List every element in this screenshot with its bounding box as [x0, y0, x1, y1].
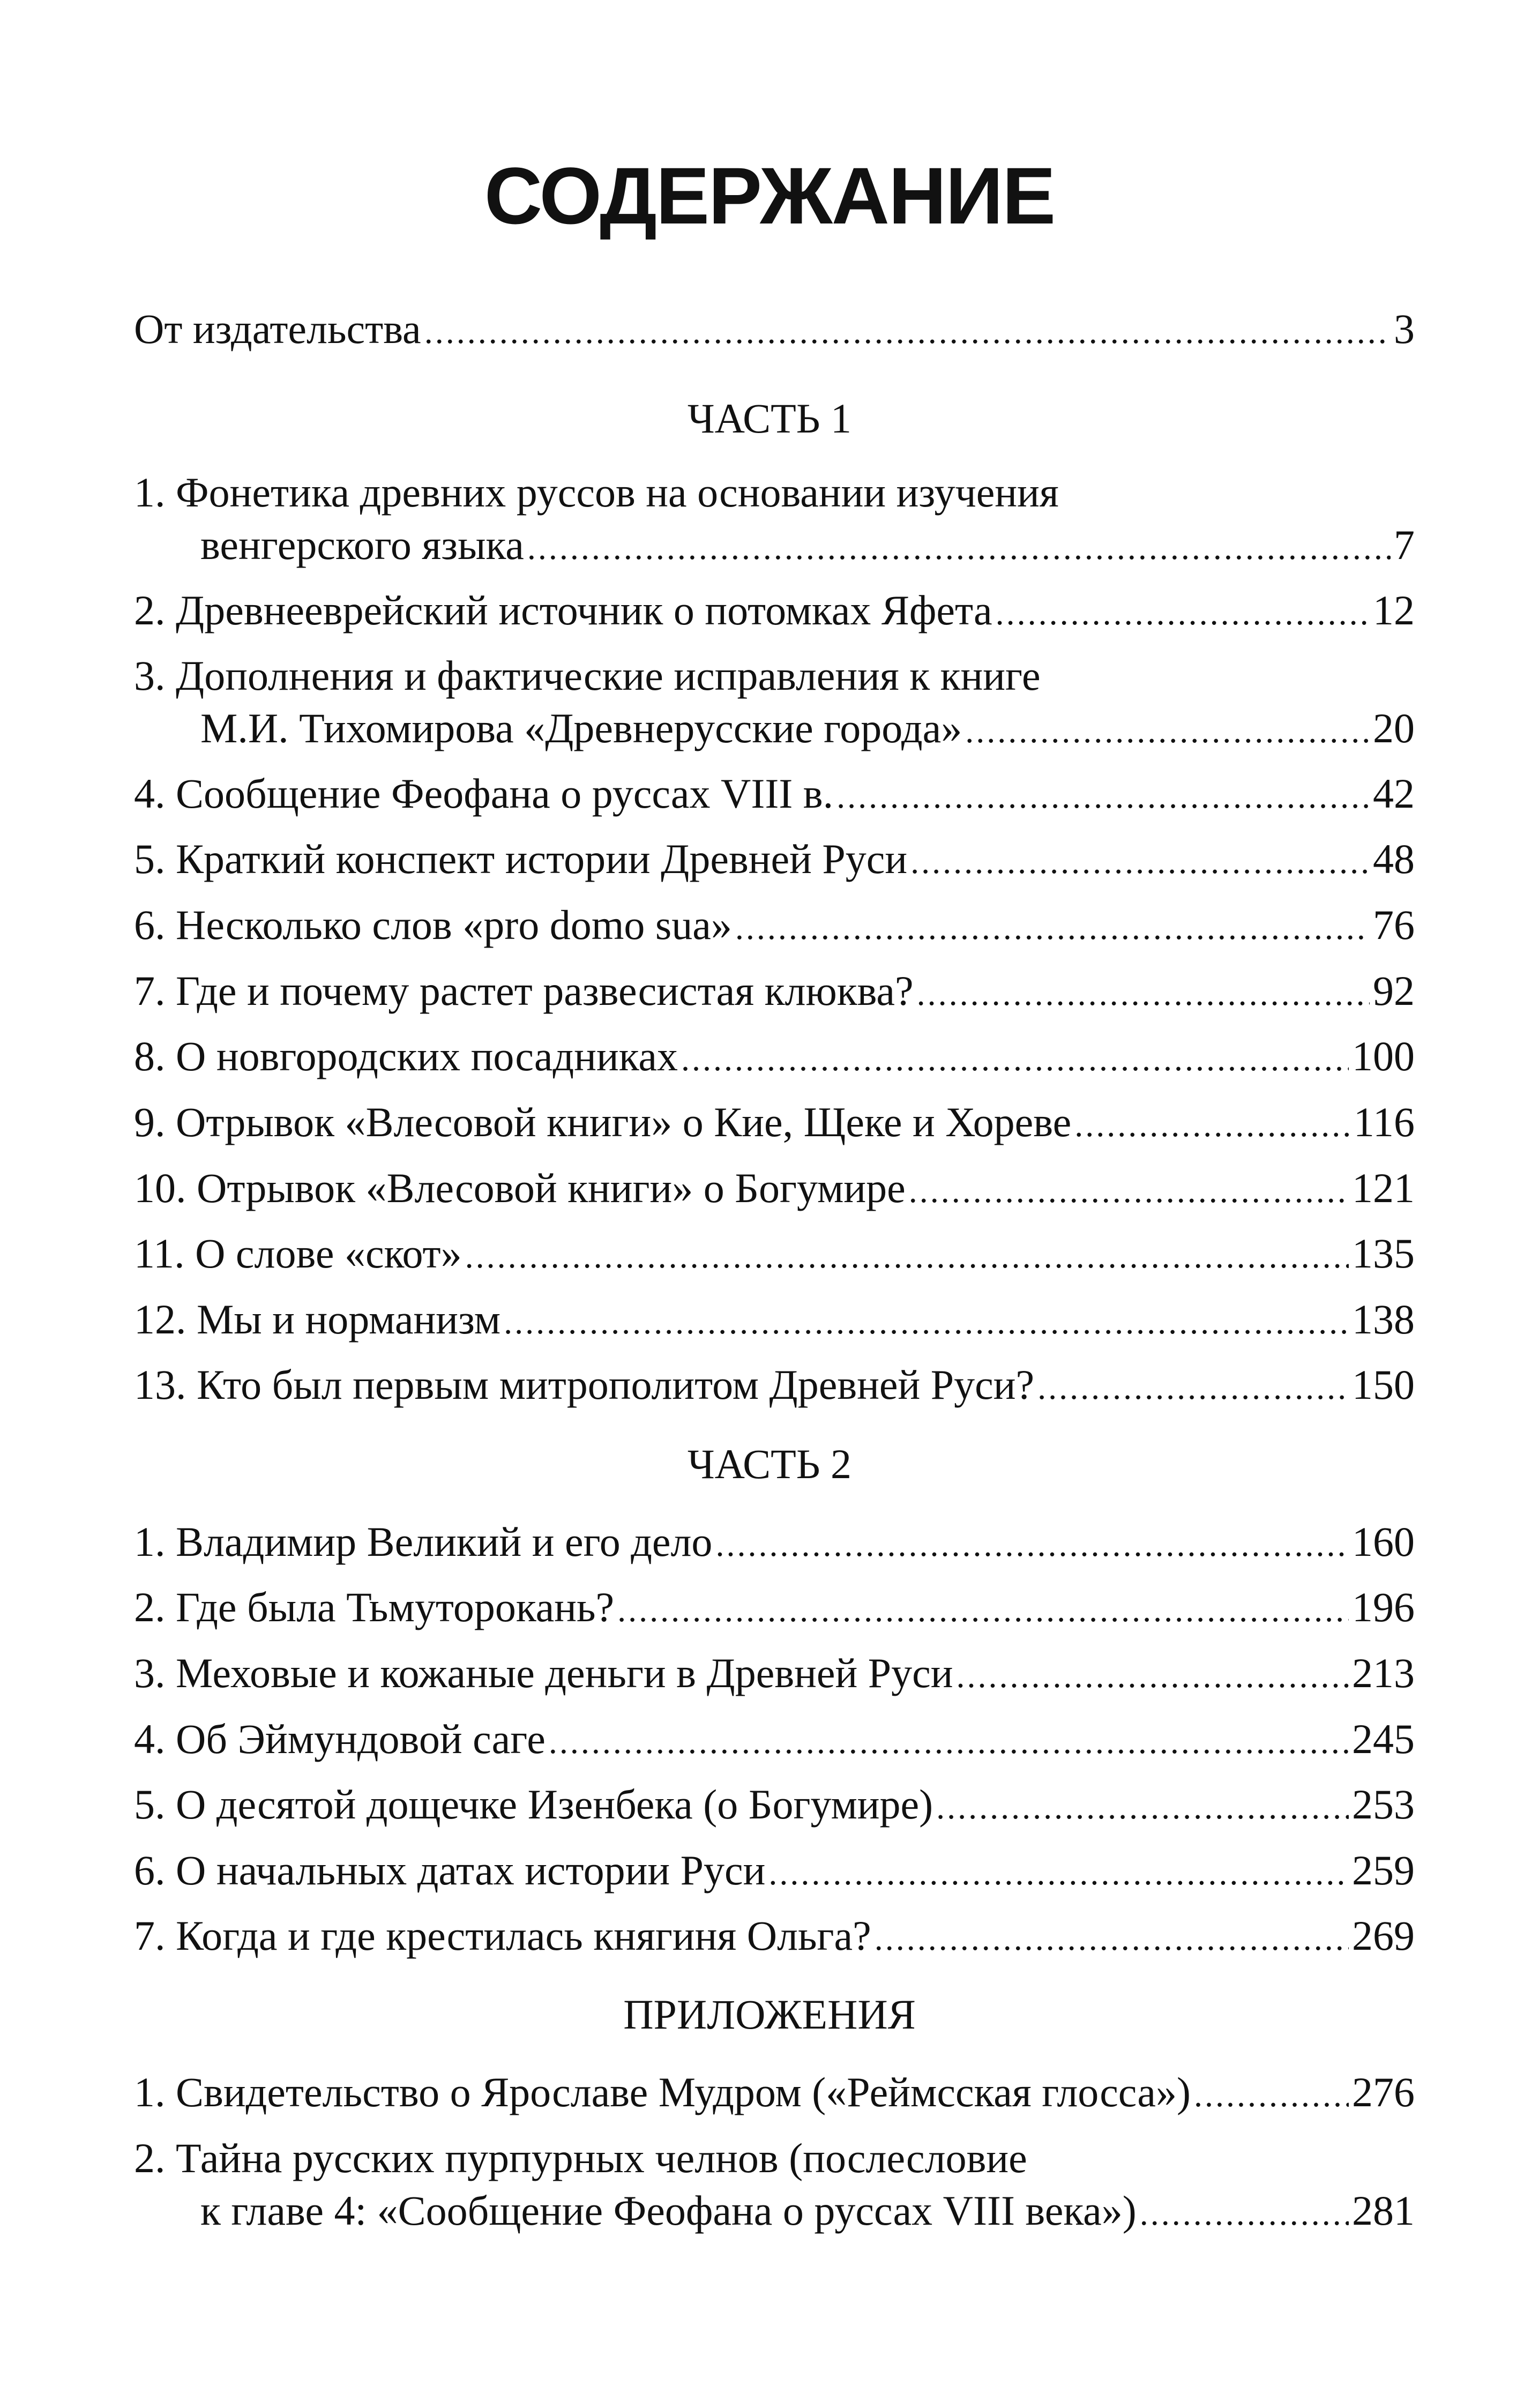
- leader-dots: [957, 1659, 1349, 1693]
- toc-entry[interactable]: [134, 1652, 1415, 1705]
- leader-dots: [936, 1790, 1349, 1824]
- toc-entry-line: [134, 1652, 1415, 1705]
- toc-entry-title-continued: к главе 4: «Сообщение Феофана о руссах VIII века»): [200, 2187, 1137, 2234]
- toc-entry[interactable]: [134, 1296, 1415, 1351]
- leader-dots: [681, 1042, 1349, 1076]
- toc-entry[interactable]: [134, 1586, 1415, 1639]
- toc-page-number: 20: [1373, 705, 1415, 751]
- page-title: СОДЕРЖАНИЕ: [484, 151, 1055, 241]
- leader-dots: [465, 1239, 1349, 1273]
- leader-dots: [910, 845, 1370, 879]
- toc-entry-title: 2. Тайна русских пурпурных челнов (послесловие: [134, 2135, 1027, 2181]
- toc-page-number: 196: [1352, 1584, 1415, 1630]
- toc-entry-title: От издательства: [134, 305, 421, 352]
- toc-entry[interactable]: [134, 1518, 1415, 1574]
- toc-page-number: 269: [1352, 1912, 1415, 1959]
- leader-dots: [735, 911, 1370, 945]
- toc-entry-title: 12. Мы и норманизм: [134, 1296, 501, 1343]
- toc-entry[interactable]: [134, 1230, 1415, 1285]
- leader-dots: [1037, 1370, 1349, 1405]
- toc-page-number: 121: [1352, 1165, 1415, 1211]
- toc-entry[interactable]: [134, 469, 1415, 577]
- toc-entry[interactable]: [134, 967, 1415, 1023]
- leader-dots: [715, 1527, 1349, 1562]
- toc-entry-line: [134, 1518, 1415, 1574]
- toc-entry-title: 6. О начальных датах истории Руси: [134, 1847, 766, 1893]
- leader-dots: [1194, 2078, 1349, 2112]
- leader-dots: [1074, 1108, 1350, 1142]
- toc-entry-title: 6. Несколько слов «pro domo sua»: [134, 901, 732, 948]
- toc-entry-line: [134, 967, 1415, 1023]
- toc-page-number: 138: [1352, 1296, 1415, 1343]
- toc-entry-line: [134, 1586, 1415, 1639]
- toc-page-number: 245: [1352, 1716, 1415, 1762]
- leader-dots: [875, 1921, 1349, 1956]
- toc-entry-line: [134, 1167, 1415, 1220]
- toc-entry-title: 4. Сообщение Феофана о руссах VIII в.: [134, 770, 834, 817]
- section-heading-appendices: ПРИЛОЖЕНИЯ: [623, 1991, 916, 2038]
- toc-entry[interactable]: [134, 1781, 1415, 1836]
- leader-dots: [549, 1725, 1349, 1759]
- toc-entry[interactable]: [134, 1718, 1415, 1771]
- toc-entry-line: [134, 652, 1415, 707]
- toc-entry-line: [134, 2071, 1415, 2124]
- toc-entry-title: 7. Когда и где крестилась княгиня Ольга?: [134, 1912, 871, 1959]
- toc-entry-title-continued: венгерского языка: [200, 521, 524, 568]
- toc-entry-title: 2. Где была Тьмуторокань?: [134, 1584, 615, 1630]
- toc-entry-title: 5. Краткий конспект истории Древней Руси: [134, 836, 908, 882]
- leader-dots: [1140, 2196, 1349, 2231]
- toc-entry-line: [134, 770, 1415, 825]
- toc-entry[interactable]: [134, 2137, 1415, 2242]
- leader-dots: [527, 531, 1391, 565]
- leader-dots: [909, 1174, 1349, 1208]
- toc-entry-line: [134, 1035, 1415, 1088]
- toc-entry-title: 2. Древнееврейский источник о потомках Яфета: [134, 587, 992, 633]
- toc-entry[interactable]: [134, 901, 1415, 957]
- toc-entry-line: [134, 305, 1415, 361]
- leader-dots: [768, 1856, 1349, 1890]
- leader-dots: [965, 714, 1370, 748]
- toc-entry-line: [134, 2137, 1415, 2190]
- toc-entry-title-continued: М.И. Тихомирова «Древнерусские города»: [200, 705, 962, 751]
- toc-page-number: 48: [1373, 836, 1415, 882]
- toc-page-number: 276: [1352, 2069, 1415, 2115]
- toc-entry-line: [134, 521, 1415, 577]
- toc-page-number: 42: [1373, 770, 1415, 817]
- toc-entry-line: [134, 1781, 1415, 1836]
- toc-entry-title: 4. Об Эймундовой саге: [134, 1716, 546, 1762]
- toc-entry[interactable]: [134, 1912, 1415, 1967]
- toc-entry-title: 1. Фонетика древних руссов на основании изучения: [134, 469, 1059, 516]
- toc-entry[interactable]: [134, 1101, 1415, 1154]
- toc-entry-line: [134, 1718, 1415, 1771]
- toc-entry-line: [134, 1296, 1415, 1351]
- toc-page-number: 3: [1394, 305, 1415, 352]
- toc-entry-line: [134, 587, 1415, 642]
- toc-entry-intro[interactable]: [134, 305, 1415, 361]
- toc-entry-title: 1. Владимир Великий и его дело: [134, 1518, 713, 1565]
- toc-entry-title: 9. Отрывок «Влесовой книги» о Кие, Щеке и Хореве: [134, 1099, 1072, 1145]
- toc-entry-title: 1. Свидетельство о Ярославе Мудром («Реймсская глосса»): [134, 2069, 1191, 2115]
- toc-entry[interactable]: [134, 770, 1415, 825]
- toc-page-number: 92: [1373, 967, 1415, 1014]
- toc-entry-line: [134, 1912, 1415, 1967]
- toc-entry-line: [134, 1101, 1415, 1154]
- toc-entry-line: [134, 1847, 1415, 1902]
- toc-entry-line: [134, 469, 1415, 524]
- toc-page-number: 12: [1373, 587, 1415, 633]
- toc-page-number: 150: [1352, 1361, 1415, 1408]
- toc-entry-line: [134, 707, 1415, 760]
- toc-entry-line: [134, 1230, 1415, 1285]
- leader-dots: [917, 976, 1370, 1011]
- toc-page-number: 7: [1394, 521, 1415, 568]
- toc-entry-title: 5. О десятой дощечке Изенбека (о Богумире): [134, 1781, 933, 1828]
- toc-entry[interactable]: [134, 2071, 1415, 2124]
- toc-entry[interactable]: [134, 1167, 1415, 1220]
- toc-entry[interactable]: [134, 1361, 1415, 1417]
- toc-entry-title: 3. Дополнения и фактические исправления к книге: [134, 652, 1041, 699]
- toc-entry-line: [134, 901, 1415, 957]
- toc-entry[interactable]: [134, 652, 1415, 760]
- toc-entry[interactable]: [134, 838, 1415, 891]
- toc-entry-title: 11. О слове «скот»: [134, 1230, 462, 1277]
- toc-page-number: 259: [1352, 1847, 1415, 1893]
- toc-page-number: 116: [1353, 1099, 1415, 1145]
- toc-entry-line: [134, 2187, 1415, 2242]
- toc-entry-title: 13. Кто был первым митрополитом Древней Руси?: [134, 1361, 1035, 1408]
- toc-page-number: 213: [1352, 1650, 1415, 1696]
- toc-entry-line: [134, 1361, 1415, 1417]
- leader-dots: [836, 779, 1370, 814]
- toc-entry[interactable]: [134, 1847, 1415, 1902]
- toc-entry-line: [134, 838, 1415, 891]
- section-heading-part-1: ЧАСТЬ 1: [687, 395, 852, 442]
- toc-entry-title: 7. Где и почему растет развесистая клюква?: [134, 967, 914, 1014]
- toc-page-number: 253: [1352, 1781, 1415, 1828]
- toc-page-number: 76: [1373, 901, 1415, 948]
- leader-dots: [504, 1305, 1349, 1339]
- leader-dots: [424, 315, 1391, 349]
- toc-entry[interactable]: [134, 587, 1415, 642]
- toc-entry-title: 8. О новгородских посадниках: [134, 1033, 678, 1079]
- section-heading-part-2: ЧАСТЬ 2: [687, 1441, 852, 1487]
- toc-entry[interactable]: [134, 1035, 1415, 1088]
- toc-entry-title: 10. Отрывок «Влесовой книги» о Богумире: [134, 1165, 906, 1211]
- toc-page-number: 100: [1352, 1033, 1415, 1079]
- toc-page-number: 135: [1352, 1230, 1415, 1277]
- leader-dots: [996, 596, 1370, 630]
- toc-page-number: 160: [1352, 1518, 1415, 1565]
- toc-entry-title: 3. Меховые и кожаные деньги в Древней Руси: [134, 1650, 953, 1696]
- leader-dots: [617, 1593, 1349, 1627]
- toc-page-number: 281: [1352, 2187, 1415, 2234]
